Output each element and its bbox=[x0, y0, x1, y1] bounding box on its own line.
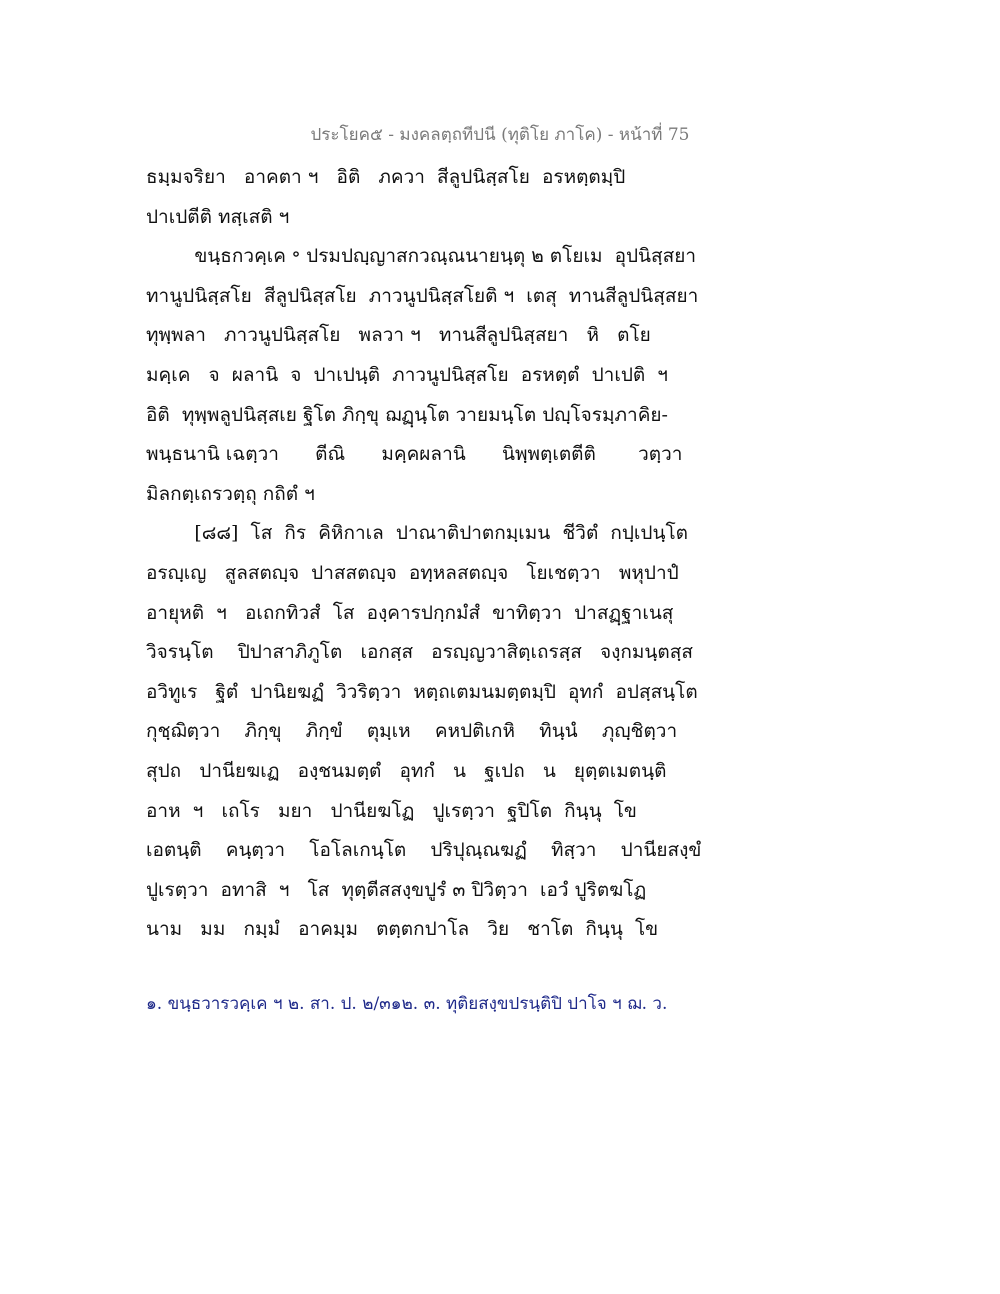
text-line: มคฺเค จ ผลานิ จ ปาเปนฺติ ภาวนูปนิสฺสโย อรหตฺตํ ปาเปติ ฯ bbox=[146, 363, 668, 386]
text-line: ทุพฺพลา ภาวนูปนิสฺสโย พลวา ฯ ทานสีลูปนิสฺสยา หิ ตโย bbox=[146, 324, 651, 347]
text-line: อิติ ทุพฺพลูปนิสฺสเย ฐิโต ภิกฺขุ ฌฏฺนฺโต วายมนฺโต ปญฺโจรมฺภาคิย- bbox=[146, 403, 668, 426]
text-line: เอตนฺติ คนฺตฺวา โอโลเกนฺโต ปริปุณฺณฆฏํ ทิสฺวา ปานียสงฺขํ bbox=[146, 839, 702, 862]
text-line: สุปถ ปานียฆเฏ องฺชนมตฺตํ อุทกํ น ฐเปถ น ยุตฺตเมตนฺติ bbox=[146, 759, 667, 782]
text-line: อวิทูเร ฐิตํ ปานิยฆฏํ วิวริตฺวา หตฺถเตมนมตฺตมฺปิ อุทกํ อปสฺสนฺโต bbox=[146, 680, 698, 703]
text-line: ทานูปนิสฺสโย สีลูปนิสฺสโย ภาวนูปนิสฺสโยติ ฯ เตสุ ทานสีลูปนิสฺสยา bbox=[146, 284, 699, 307]
text-line: อาห ฯ เถโร มยา ปานียฆโฏ ปูเรตฺวา ฐปิโต กินฺนุ โข bbox=[146, 799, 637, 822]
text-line: ปาเปตีติ ทสฺเสติ ฯ bbox=[146, 205, 290, 228]
footnote: ๑. ขนฺธวารวคฺเค ฯ ๒. สา. ป. ๒/๓๑๒. ๓. ทุติยสงฺขปรนฺติปิ ปาโจ ฯ ฌ. ว. bbox=[146, 994, 668, 1014]
text-line: มิลกตฺเถรวตฺถุ กถิตํ ฯ bbox=[146, 482, 315, 505]
text-line: วิจรนฺโต ปิปาสาภิภูโต เอกสฺส อรญฺญวาสิตฺเถรสฺส จงฺกมนฺตสฺส bbox=[146, 641, 693, 664]
text-line: ปูเรตฺวา อทาสิ ฯ โส ทุตฺตีสสงฺขปูรํ ๓ ปิวิตฺวา เอวํ ปูริตฆโฏ bbox=[146, 878, 647, 901]
text-line: ธมฺมจริยา อาคตา ฯ อิติ ภควา สีลูปนิสฺสโย อรหตฺตมฺปิ bbox=[146, 166, 626, 188]
text-line: กุชฺฌิตฺวา ภิกฺขุ ภิกฺขํ ตุมฺเห คหปติเกหิ ทินฺนํ ภุญฺชิตฺวา bbox=[146, 720, 678, 743]
text-line: อายุหติ ฯ อเถกทิวสํ โส องฺคารปกฺกมํสํ ขาทิตฺวา ปาสฏฺฐาเนสุ bbox=[146, 601, 674, 624]
text-line: อรญฺเญ สูลสตญฺจ ปาสสตญฺจ อทฺหลสตญฺจ โยเชตฺวา พหุปาปํ bbox=[146, 561, 679, 584]
text-line: ขนฺธกวคฺเค ॰ ปรมปญฺญาสกวณฺณนายนฺตุ ๒ ตโยเม อุปนิสฺสยา bbox=[146, 245, 697, 268]
body-text bbox=[146, 158, 702, 950]
text-line: นาม มม กมฺมํ อาคมฺม ตตฺตกปาโล วิย ชาโต กินฺนุ โข bbox=[146, 918, 659, 941]
text-line: พนฺธนานิ เฉตฺวา ตีณิ มคฺคผลานิ นิพฺพตฺเตตีติ วตฺวา bbox=[146, 443, 683, 466]
text-line: [๘๘] โส กิร คิหิกาเล ปาณาติปาตกมฺเมน ชีวิตํ กปฺเปนฺโต bbox=[146, 522, 689, 545]
page-header: ประโยค๕ - มงคลตฺถทีปนี (ทุติโย ภาโค) - หน้าที่ 75 bbox=[310, 125, 690, 145]
